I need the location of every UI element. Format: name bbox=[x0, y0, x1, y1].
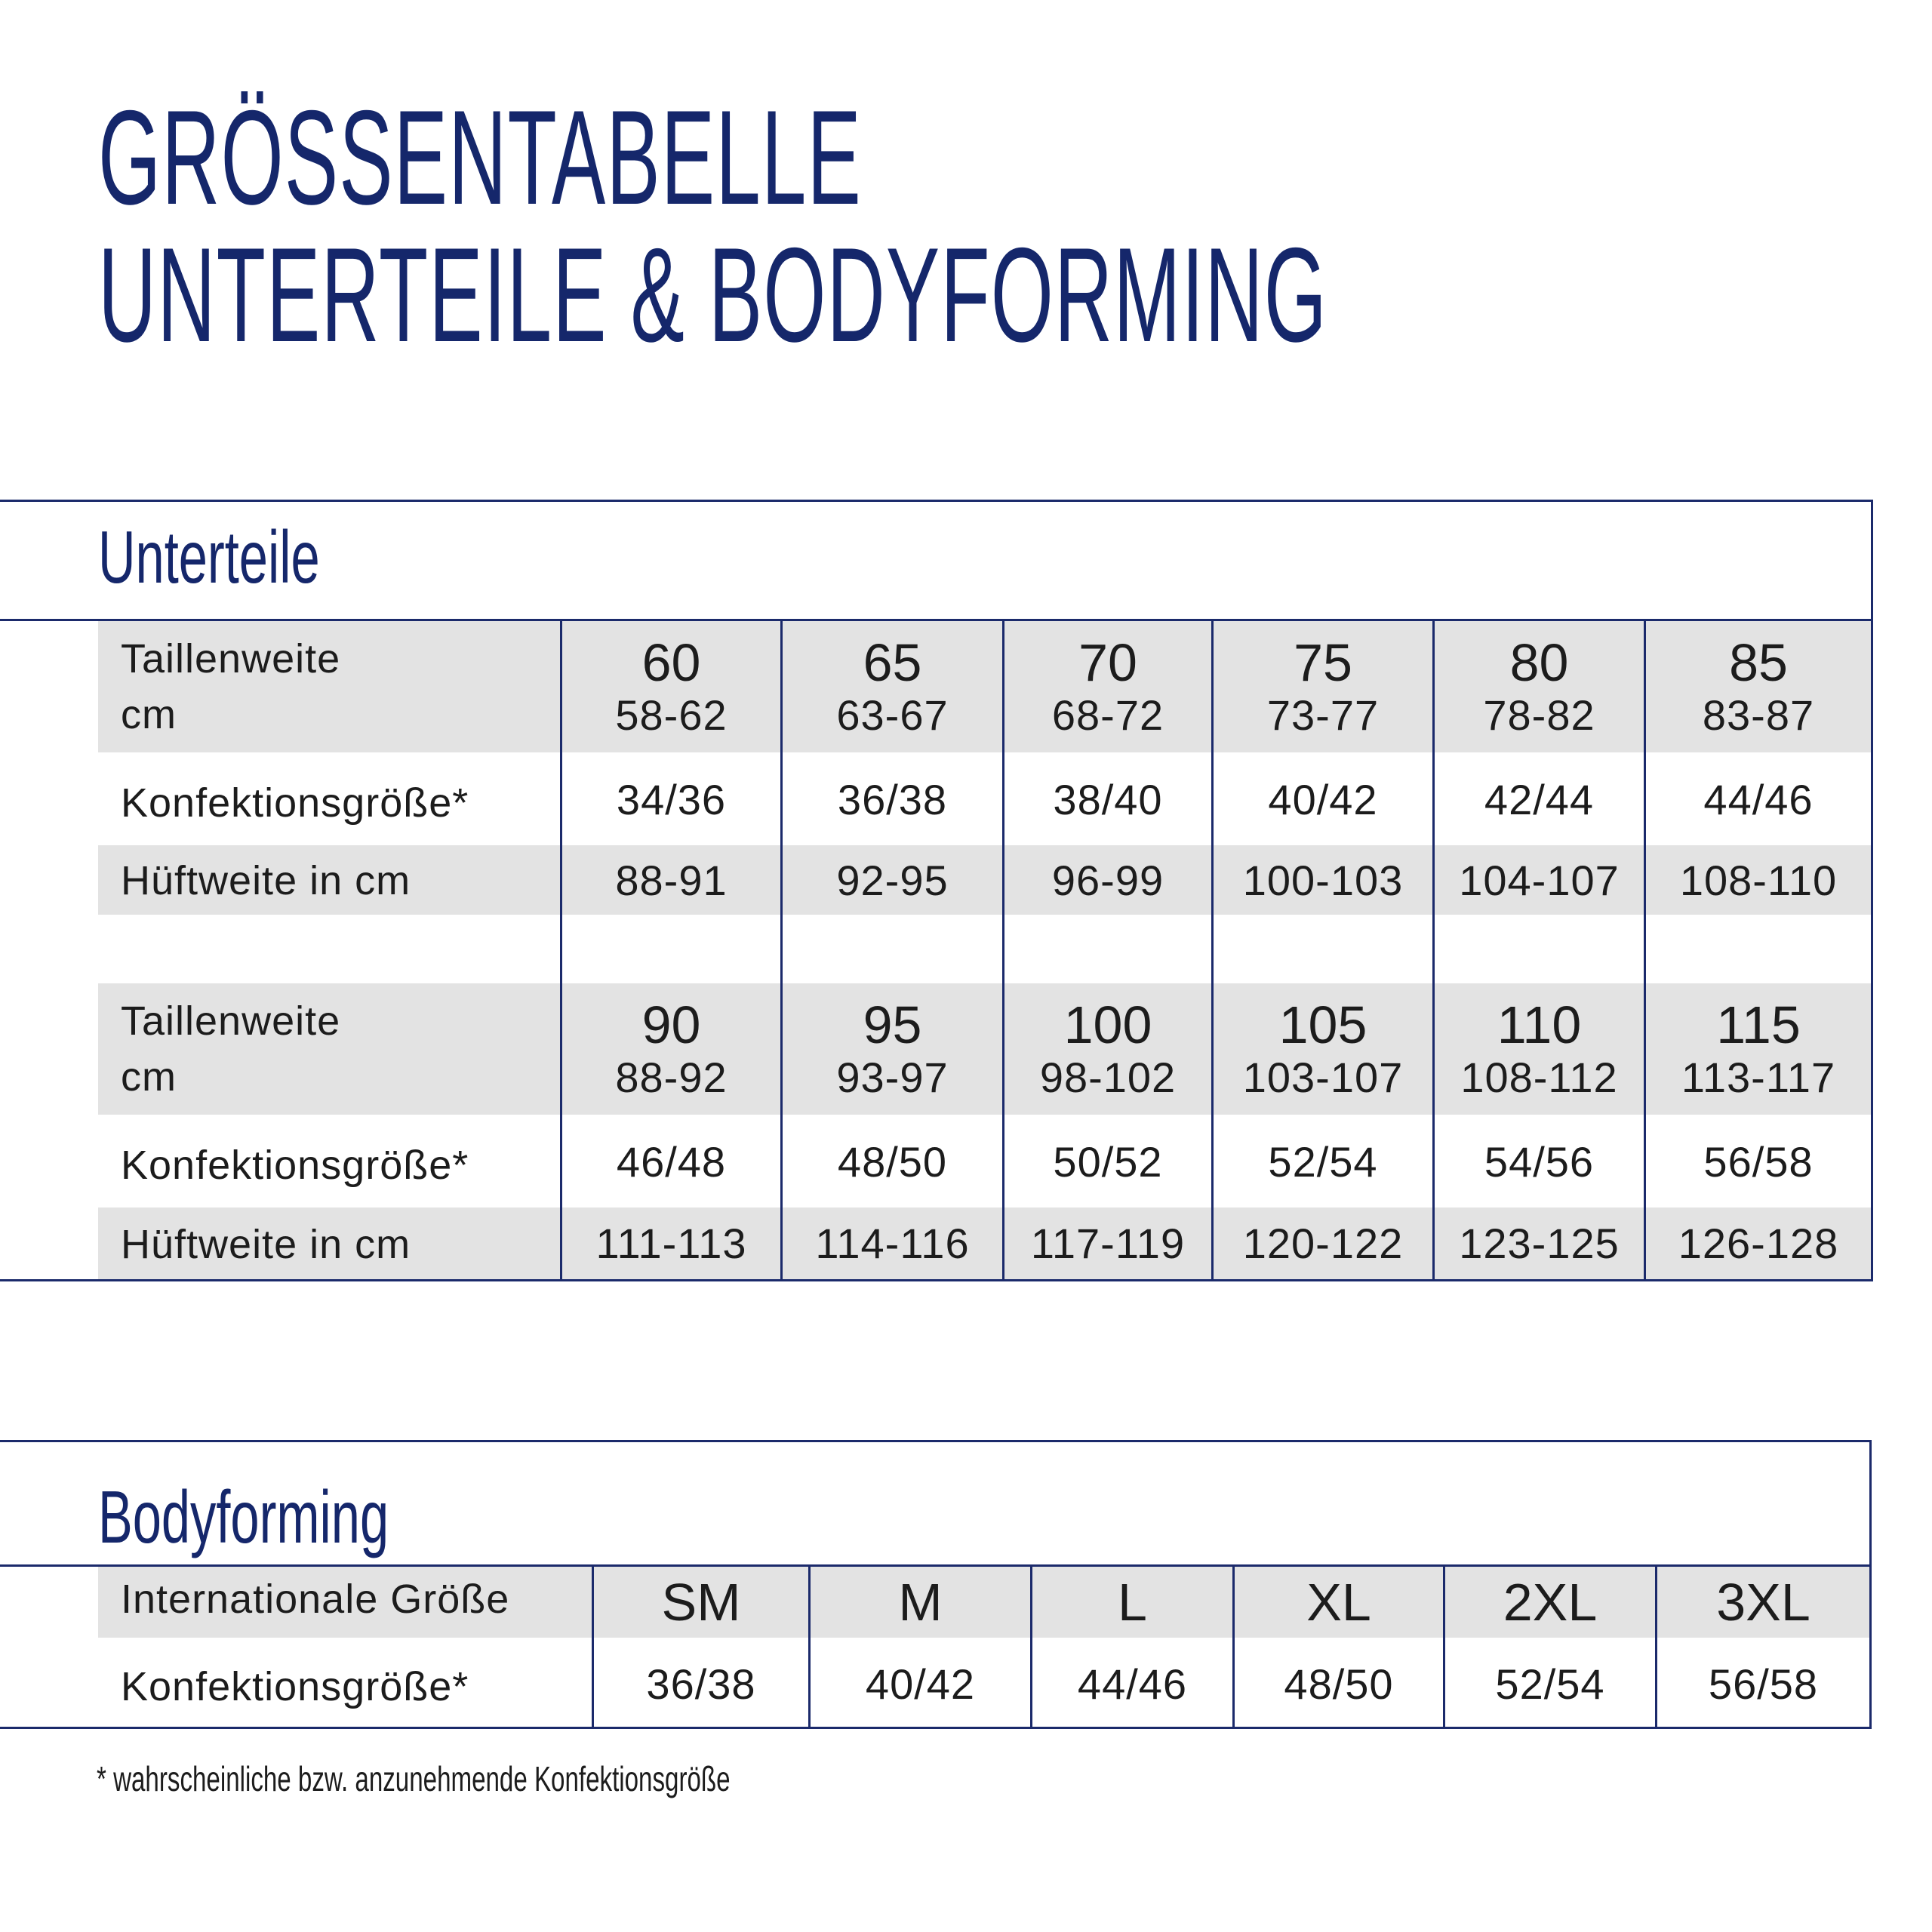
hueftweite-cell: 123-125 bbox=[1459, 1220, 1620, 1267]
row-label-konfektionsgroesse: Konfektionsgröße* bbox=[121, 1664, 469, 1709]
taille-range: 88-92 bbox=[615, 1054, 728, 1101]
taille-size: 80 bbox=[1509, 633, 1569, 692]
konfektion-cell: 36/38 bbox=[837, 775, 948, 823]
taille-range: 98-102 bbox=[1039, 1054, 1177, 1101]
title-line-1: GRÖSSENTABELLE bbox=[98, 82, 862, 232]
hueftweite-cell: 120-122 bbox=[1242, 1220, 1404, 1267]
row-label-taillenweite: Taillenweite bbox=[121, 998, 341, 1044]
page-title bbox=[98, 82, 1328, 370]
konfektion-cell: 42/44 bbox=[1484, 775, 1595, 823]
konfektion-cell: 40/42 bbox=[1268, 775, 1378, 823]
row-label-unit: cm bbox=[121, 692, 177, 737]
konfektion-cell: 52/54 bbox=[1268, 1137, 1378, 1186]
konfektion-cell: 46/48 bbox=[616, 1137, 727, 1186]
konfektion-cell: 56/58 bbox=[1708, 1660, 1819, 1708]
taille-cell bbox=[783, 621, 1002, 752]
hueftweite-cell: 100-103 bbox=[1242, 856, 1404, 904]
row-label-hueftweite: Hüftweite in cm bbox=[121, 1222, 411, 1267]
taille-cell bbox=[1214, 621, 1432, 752]
konfektion-cell: 48/50 bbox=[1284, 1660, 1394, 1708]
taille-cell bbox=[562, 621, 780, 752]
konfektion-cell: 34/36 bbox=[616, 775, 727, 823]
konfektion-cell: 54/56 bbox=[1484, 1137, 1595, 1186]
taille-cell bbox=[1004, 983, 1211, 1115]
taille-size: 105 bbox=[1278, 995, 1367, 1054]
konfektion-cell: 38/40 bbox=[1053, 775, 1163, 823]
hueftweite-cell: 117-119 bbox=[1030, 1220, 1186, 1267]
hueftweite-cell: 114-116 bbox=[815, 1220, 970, 1267]
taille-cell bbox=[562, 983, 780, 1115]
row-label-konfektionsgroesse: Konfektionsgröße* bbox=[121, 1143, 469, 1188]
konfektion-cell: 40/42 bbox=[865, 1660, 976, 1708]
taille-range: 103-107 bbox=[1242, 1054, 1404, 1101]
intl-size-cell: 2XL bbox=[1503, 1573, 1598, 1632]
row-label-hueftweite: Hüftweite in cm bbox=[121, 858, 411, 903]
intl-size-cell: XL bbox=[1306, 1573, 1371, 1632]
hueftweite-cell: 96-99 bbox=[1051, 856, 1164, 904]
taille-size: 115 bbox=[1716, 995, 1801, 1054]
row-label-taillenweite: Taillenweite bbox=[121, 636, 341, 681]
konfektion-cell: 36/38 bbox=[646, 1660, 756, 1708]
taille-cell bbox=[1435, 621, 1644, 752]
konfektion-cell: 44/46 bbox=[1703, 775, 1814, 823]
taille-range: 83-87 bbox=[1702, 691, 1815, 739]
hueftweite-cell: 92-95 bbox=[836, 856, 949, 904]
hueftweite-cell: 108-110 bbox=[1679, 856, 1838, 904]
taille-cell bbox=[1004, 621, 1211, 752]
hueftweite-cell: 88-91 bbox=[615, 856, 728, 904]
row-label-internationale-groesse: Internationale Größe bbox=[121, 1577, 510, 1622]
title-line-2: UNTERTEILE & BODYFORMING bbox=[98, 220, 1328, 370]
taille-size: 75 bbox=[1294, 633, 1352, 692]
taille-cell bbox=[1214, 983, 1432, 1115]
taille-cell bbox=[1435, 983, 1644, 1115]
konfektion-cell: 50/52 bbox=[1053, 1137, 1163, 1186]
taille-size: 110 bbox=[1497, 995, 1582, 1054]
bodyforming-heading: Bodyforming bbox=[98, 1475, 389, 1558]
taille-range: 113-117 bbox=[1681, 1054, 1836, 1101]
intl-size-cell: M bbox=[898, 1573, 943, 1632]
taille-range: 63-67 bbox=[836, 691, 949, 739]
taille-size: 100 bbox=[1063, 995, 1152, 1054]
taille-range: 93-97 bbox=[836, 1054, 949, 1101]
hueftweite-cell: 104-107 bbox=[1459, 856, 1620, 904]
konfektion-cell: 56/58 bbox=[1703, 1137, 1814, 1186]
intl-size-cell: 3XL bbox=[1716, 1573, 1810, 1632]
taille-range: 78-82 bbox=[1483, 691, 1595, 739]
taille-range: 73-77 bbox=[1266, 691, 1380, 739]
taille-range: 68-72 bbox=[1051, 691, 1164, 739]
row-label-konfektionsgroesse: Konfektionsgröße* bbox=[121, 780, 469, 826]
taille-size: 95 bbox=[863, 995, 922, 1054]
konfektion-cell: 48/50 bbox=[837, 1137, 948, 1186]
taille-cell bbox=[783, 983, 1002, 1115]
intl-size-cell: L bbox=[1118, 1573, 1147, 1632]
taille-size: 65 bbox=[863, 633, 922, 692]
konfektion-cell: 52/54 bbox=[1495, 1660, 1605, 1708]
row-label-unit: cm bbox=[121, 1054, 177, 1100]
taille-size: 90 bbox=[641, 995, 701, 1054]
footnote: * wahrscheinliche bzw. anzunehmende Konfektionsgröße bbox=[97, 1759, 731, 1798]
taille-size: 60 bbox=[641, 633, 701, 692]
unterteile-heading: Unterteile bbox=[98, 515, 320, 598]
taille-size: 85 bbox=[1729, 633, 1788, 692]
taille-range: 108-112 bbox=[1460, 1054, 1618, 1101]
taille-cell bbox=[1646, 983, 1871, 1115]
taille-range: 58-62 bbox=[615, 691, 728, 739]
taille-size: 70 bbox=[1078, 633, 1137, 692]
taille-cell bbox=[1646, 621, 1871, 752]
hueftweite-cell: 126-128 bbox=[1678, 1220, 1839, 1267]
hueftweite-cell: 111-113 bbox=[595, 1220, 747, 1267]
intl-size-cell: SM bbox=[661, 1573, 741, 1632]
konfektion-cell: 44/46 bbox=[1077, 1660, 1188, 1708]
